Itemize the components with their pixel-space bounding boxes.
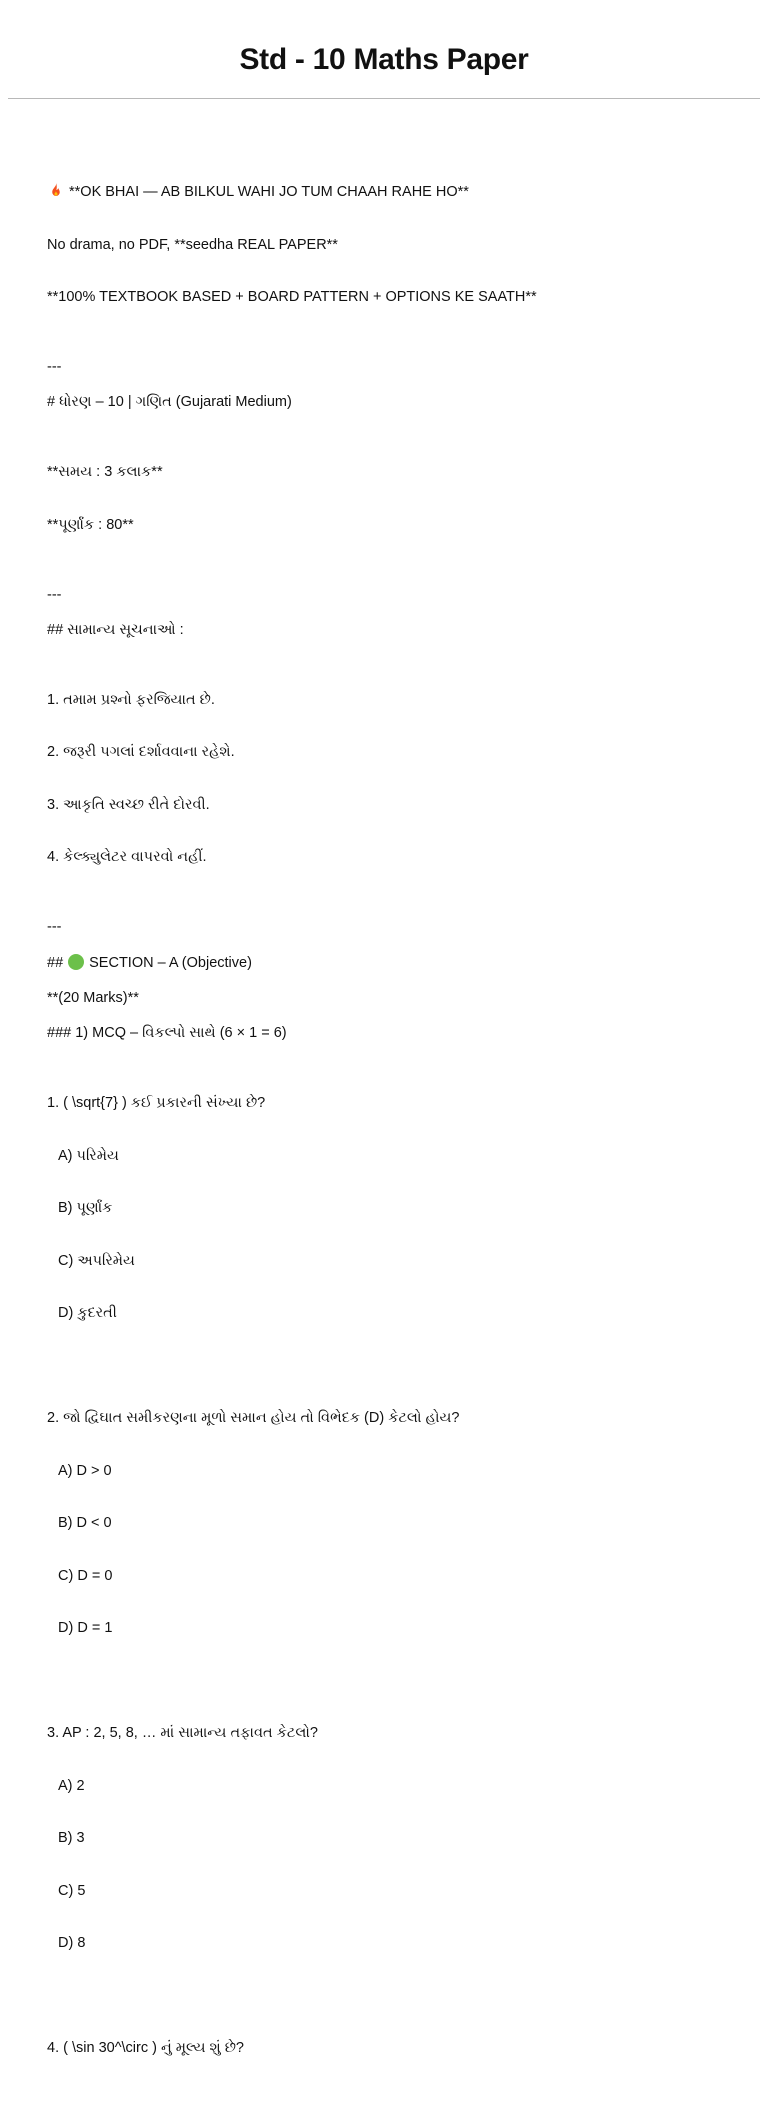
question-block xyxy=(47,1690,747,1988)
intro-line-1 xyxy=(47,181,747,202)
fire-icon xyxy=(47,181,65,199)
question-text: 2. જો દ્વિઘાત સમીકરણના મૂળો સમાન હોય તો વિભેદક (D) કેટલો હોય? xyxy=(47,1410,460,1426)
separator: --- xyxy=(47,586,62,603)
question-option: A) D > 0 xyxy=(58,1462,112,1479)
instruction-item: 3. આકૃતિ સ્વચ્છ રીતે દોરવી. xyxy=(47,796,210,813)
document-title: Std - 10 Maths Paper xyxy=(239,43,529,76)
instruction-item: 4. કેલ્ક્યુલેટર વાપરવો નહીં. xyxy=(47,849,207,865)
paper-content xyxy=(47,146,747,2110)
question-text: 4. ( \sin 30^\circ ) નું મૂલ્ય શું છે? xyxy=(47,2040,244,2056)
question-option: A) 2 xyxy=(58,1777,85,1794)
question-option: C) 5 xyxy=(58,1882,86,1899)
section-a-heading-text: SECTION – A (Objective) xyxy=(89,955,252,971)
separator: --- xyxy=(47,919,62,935)
title-divider xyxy=(8,98,760,99)
paper-heading: # ધોરણ – 10 | ગણિત (Gujarati Medium) xyxy=(47,394,292,410)
intro-text-1: **OK BHAI — AB BILKUL WAHI JO TUM CHAAH RAHE HO** xyxy=(69,184,469,200)
paper-total-marks: **પૂર્ણાંક : 80** xyxy=(47,516,134,533)
question-option: D) 8 xyxy=(58,1935,86,1951)
mcq-heading: ### 1) MCQ – વિકલ્પો સાથે (6 × 1 = 6) xyxy=(47,1025,287,1041)
instructions-list xyxy=(47,657,747,902)
intro-line-2: No drama, no PDF, **seedha REAL PAPER** xyxy=(47,236,338,253)
question-option: C) D = 0 xyxy=(58,1567,113,1584)
question-option: C) અપરિમેય xyxy=(58,1252,135,1269)
section-a-marks: **(20 Marks)** xyxy=(47,990,139,1006)
paper-meta xyxy=(47,429,747,569)
question-option: A) પરિમેય xyxy=(58,1147,119,1164)
instruction-item: 1. તમામ પ્રશ્નો ફરજિયાત છે. xyxy=(47,691,215,708)
question-text: 1. ( \sqrt{7} ) કઈ પ્રકારની સંખ્યા છે? xyxy=(47,1095,266,1111)
section-a-heading-prefix: ## xyxy=(47,955,64,971)
section-a-heading xyxy=(47,954,747,973)
intro-line-3: **100% TEXTBOOK BASED + BOARD PATTERN + OPTIONS KE SAATH** xyxy=(47,289,537,305)
question-option: D) D = 1 xyxy=(58,1620,113,1636)
paper-time: **સમય : 3 કલાક** xyxy=(47,464,163,480)
instructions-heading: ## સામાન્ય સૂચનાઓ : xyxy=(47,621,184,638)
separator: --- xyxy=(47,359,62,375)
question-option: D) કુદરતી xyxy=(58,1305,117,1321)
intro-block xyxy=(47,146,747,342)
question-block xyxy=(47,1060,747,1358)
question-block xyxy=(47,1375,747,1673)
question-option: B) 3 xyxy=(58,1830,85,1846)
question-text: 3. AP : 2, 5, 8, … માં સામાન્ય તફાવત કેટલો? xyxy=(47,1725,318,1741)
question-option: B) પૂર્ણાંક xyxy=(58,1200,113,1216)
question-block xyxy=(47,2005,747,2093)
instruction-item: 2. જરૂરી પગલાં દર્શાવવાના રહેશે. xyxy=(47,744,235,760)
green-circle-icon xyxy=(68,954,84,970)
question-option: B) D < 0 xyxy=(58,1515,112,1531)
